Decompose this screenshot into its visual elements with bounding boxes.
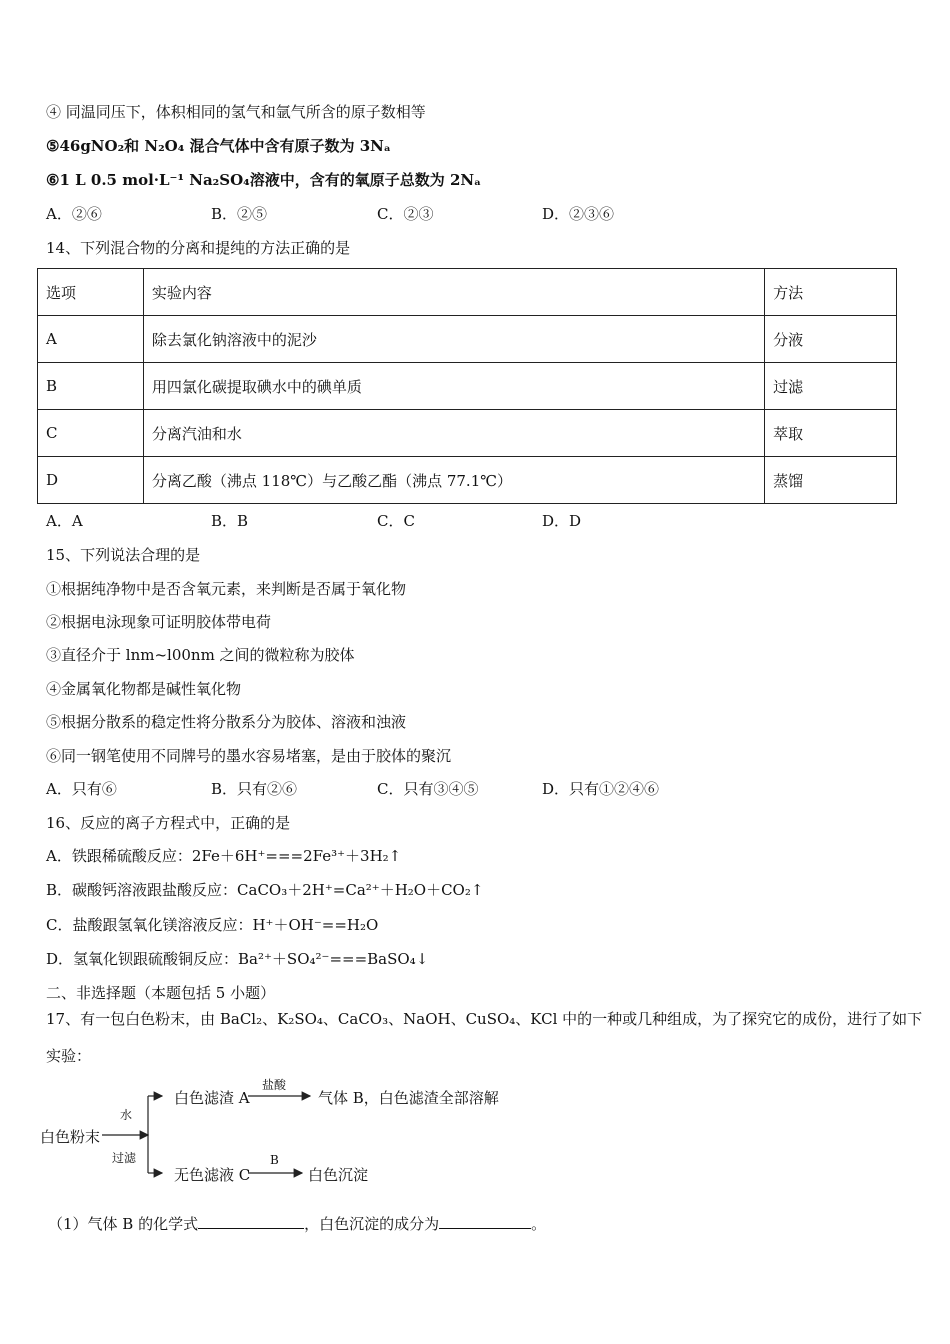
row-d-content: 分离乙酸（沸点 118℃）与乙酸乙酯（沸点 77.1℃） (143, 457, 764, 504)
q15-stem: 15、下列说法合理的是 (46, 546, 201, 564)
sub1-text-end: 。 (531, 1215, 547, 1233)
q15-option-c[interactable]: C．只有③④⑤ (377, 780, 479, 798)
row-d-option: D (38, 457, 144, 504)
header-method: 方法 (765, 269, 897, 316)
q17-stem-line-1: 17、有一包白色粉末，由 BaCl₂、K₂SO₄、CaCO₃、NaOH、CuSO₄、KCl 中的一种或几种组成，为了探究它的成份，进行了如下 (46, 1010, 923, 1028)
white-powder-label: 白色粉末 (40, 1128, 101, 1146)
q15-item-6: ⑥同一钢笔使用不同牌号的墨水容易堵塞，是由于胶体的聚沉 (46, 747, 452, 765)
row-a-content: 除去氯化钠溶液中的泥沙 (143, 316, 764, 363)
reagent-b-label: B (270, 1153, 279, 1167)
table-row (38, 316, 897, 363)
table-row (38, 363, 897, 410)
table-row (38, 410, 897, 457)
row-b-option: B (38, 363, 144, 410)
q13-item-5: ⑤46gNO₂和 N₂O₄ 混合气体中含有原子数为 3Nₐ (46, 137, 391, 155)
row-c-method: 萃取 (765, 410, 897, 457)
q13-item-6: ⑥1 L 0.5 mol·L⁻¹ Na₂SO₄溶液中，含有的氧原子总数为 2Nₐ (46, 171, 482, 189)
q15-option-a[interactable]: A．只有⑥ (46, 780, 117, 798)
q13-option-c[interactable]: C．②③ (377, 205, 434, 223)
q14-stem: 14、下列混合物的分离和提纯的方法正确的是 (46, 239, 351, 257)
row-c-content: 分离汽油和水 (143, 410, 764, 457)
header-option: 选项 (38, 269, 144, 316)
q15-item-2: ②根据电泳现象可证明胶体带电荷 (46, 613, 272, 631)
q15-item-3: ③直径介于 lnm~l00nm 之间的微粒称为胶体 (46, 646, 355, 664)
white-precipitate-label: 白色沉淀 (308, 1166, 369, 1184)
q15-item-4: ④金属氧化物都是碱性氧化物 (46, 680, 242, 698)
q16-stem: 16、反应的离子方程式中，正确的是 (46, 814, 291, 832)
q15-item-5: ⑤根据分散系的稳定性将分散系分为胶体、溶液和浊液 (46, 713, 407, 731)
q13-option-d[interactable]: D．②③⑥ (542, 205, 615, 223)
q14-table (37, 268, 897, 504)
sub1-text-1: （1）气体 B 的化学式 (48, 1215, 199, 1233)
q17-flow-diagram (40, 1075, 520, 1195)
q16-option-b[interactable]: B．碳酸钙溶液跟盐酸反应：CaCO₃＋2H⁺=Ca²⁺＋H₂O＋CO₂↑ (46, 881, 484, 899)
q15-option-d[interactable]: D．只有①②④⑥ (542, 780, 660, 798)
q17-subquestion-1 (48, 1212, 546, 1234)
q14-option-d[interactable]: D．D (542, 512, 582, 530)
hcl-label: 盐酸 (262, 1078, 287, 1092)
gas-b-result-label: 气体 B，白色滤渣全部溶解 (318, 1089, 499, 1107)
table-header-row (38, 269, 897, 316)
q16-option-c[interactable]: C．盐酸跟氢氧化镁溶液反应：H⁺＋OH⁻==H₂O (46, 916, 379, 934)
filter-label: 过滤 (112, 1151, 137, 1165)
q14-option-c[interactable]: C．C (377, 512, 415, 530)
q14-option-b[interactable]: B．B (211, 512, 249, 530)
q14-option-a[interactable]: A．A (46, 512, 83, 530)
residue-a-label: 白色滤渣 A (174, 1089, 250, 1107)
row-b-method: 过滤 (765, 363, 897, 410)
q13-option-b[interactable]: B．②⑤ (211, 205, 268, 223)
q13-item-4: ④ 同温同压下，体积相同的氢气和氩气所含的原子数相等 (46, 103, 426, 121)
sub1-text-2: ，白色沉淀的成分为 (304, 1215, 440, 1233)
header-content: 实验内容 (143, 269, 764, 316)
water-label: 水 (120, 1108, 133, 1122)
q17-stem-line-2: 实验： (46, 1047, 92, 1065)
row-a-option: A (38, 316, 144, 363)
table-row (38, 457, 897, 504)
filtrate-c-label: 无色滤液 C (174, 1166, 251, 1184)
row-c-option: C (38, 410, 144, 457)
q13-option-a[interactable]: A．②⑥ (46, 205, 102, 223)
q15-option-b[interactable]: B．只有②⑥ (211, 780, 298, 798)
answer-blank-precipitate[interactable] (439, 1212, 531, 1229)
answer-blank-gas-b[interactable] (198, 1212, 304, 1229)
row-a-method: 分液 (765, 316, 897, 363)
q16-option-d[interactable]: D．氢氧化钡跟硫酸铜反应：Ba²⁺＋SO₄²⁻===BaSO₄↓ (46, 950, 429, 968)
section-title: 二、非选择题（本题包括 5 小题） (46, 984, 276, 1002)
row-d-method: 蒸馏 (765, 457, 897, 504)
q16-option-a[interactable]: A．铁跟稀硫酸反应：2Fe＋6H⁺===2Fe³⁺＋3H₂↑ (46, 847, 402, 865)
q15-item-1: ①根据纯净物中是否含氧元素，来判断是否属于氧化物 (46, 580, 407, 598)
row-b-content: 用四氯化碳提取碘水中的碘单质 (143, 363, 764, 410)
